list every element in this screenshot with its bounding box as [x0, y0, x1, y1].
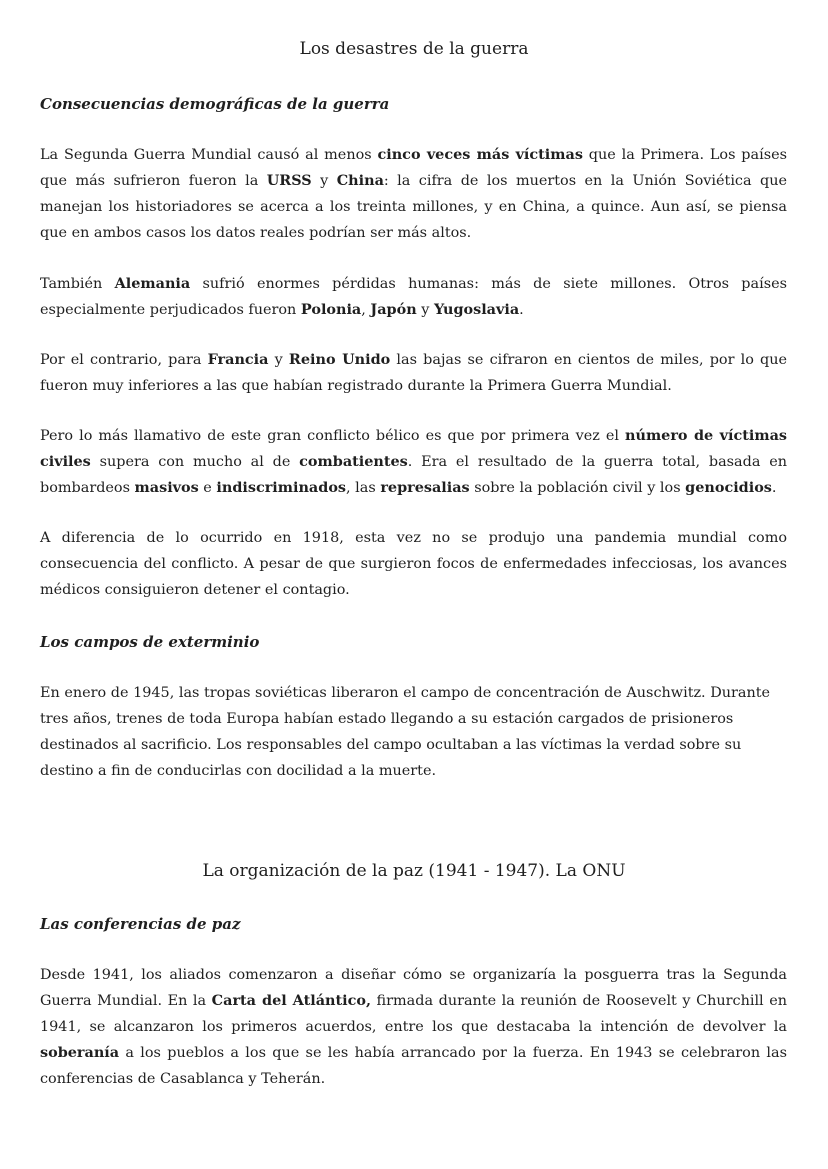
- bold-term: Japón: [370, 301, 417, 318]
- bold-term: China: [336, 172, 384, 189]
- bold-term: indiscriminados: [216, 479, 347, 496]
- bold-term: URSS: [266, 172, 312, 189]
- bold-term: combatientes: [299, 453, 408, 470]
- bold-term: Carta del Atlántico,: [211, 992, 371, 1009]
- bold-term: represalias: [380, 479, 470, 496]
- paragraph-alemania: También Alemania sufrió enormes pérdidas humanas: más de siete millones. Otros países especialmente perjudicados fueron Polonia, Japón y Yugoslavia.: [40, 275, 787, 318]
- paragraph-carta-atlantico: Desde 1941, los aliados comenzaron a diseñar cómo se organizaría la posguerra tras la Segunda Guerra Mundial. En la Carta del Atlántico, firmada durante la reunión de Roosevelt y Churchill en 1941, se alcanzaron los primeros acuerdos, entre los que destacaba la intención de devolver la soberanía a los pueblos a los que se les había arrancado por la fuerza. En 1943 se celebraron las conferencias de Casablanca y Teherán.: [40, 967, 787, 1087]
- bold-term: masivos: [134, 479, 199, 496]
- bold-term: Polonia: [300, 301, 362, 318]
- subheading-campos: Los campos de exterminio: [40, 633, 260, 651]
- paragraph-pandemia: A diferencia de lo ocurrido en 1918, esta vez no se produjo una pandemia mundial como consecuencia del conflicto. A pesar de que surgieron focos de enfermedades infecciosas, los avances médicos consiguieron detener el contagio.: [40, 530, 787, 598]
- bold-term: Yugoslavia: [433, 301, 520, 318]
- subheading-conferencias: Las conferencias de paz: [40, 915, 241, 933]
- bold-term: genocidios: [685, 479, 772, 496]
- bold-term: Francia: [207, 351, 269, 368]
- bold-term: Alemania: [114, 275, 191, 292]
- subheading-consecuencias: Consecuencias demográficas de la guerra: [40, 95, 390, 113]
- paragraph-victimas: La Segunda Guerra Mundial causó al menos cinco veces más víctimas que la Primera. Los países que más sufrieron fueron la URSS y China: la cifra de los muertos en la Unión Soviética que manejan los historiadores se acerca a los treinta millones, y en China, a quince. Aun así, se piensa que en ambos casos los datos reales podrían ser más altos.: [40, 146, 787, 241]
- bold-term: cinco veces más víctimas: [377, 146, 583, 163]
- bold-term: número de víctimas civiles: [40, 427, 787, 470]
- section-title-paz: La organización de la paz (1941 - 1947). La ONU: [202, 861, 626, 881]
- paragraph-civiles: Pero lo más llamativo de este gran conflicto bélico es que por primera vez el número de víctimas civiles supera con mucho al de combatientes. Era el resultado de la guerra total, basada en bombardeos masivos e indiscriminados, las represalias sobre la población civil y los genocidios.: [40, 427, 787, 496]
- section-title-desastres: Los desastres de la guerra: [299, 39, 529, 59]
- bold-term: soberanía: [40, 1044, 120, 1061]
- paragraph-francia: Por el contrario, para Francia y Reino Unido las bajas se cifraron en cientos de miles, por lo que fueron muy inferiores a las que habían registrado durante la Primera Guerra Mundial.: [40, 351, 788, 394]
- bold-term: Reino Unido: [288, 351, 391, 368]
- paragraph-auschwitz: En enero de 1945, las tropas soviéticas liberaron el campo de concentración de Auschwitz. Durante tres años, trenes de toda Europa habían estado llegando a su estación cargados de prisioneros destinados al sacrificio. Los responsables del campo ocultaban a las víctimas la verdad sobre su destino a fin de conducirlas con docilidad a la muerte.: [40, 685, 771, 779]
